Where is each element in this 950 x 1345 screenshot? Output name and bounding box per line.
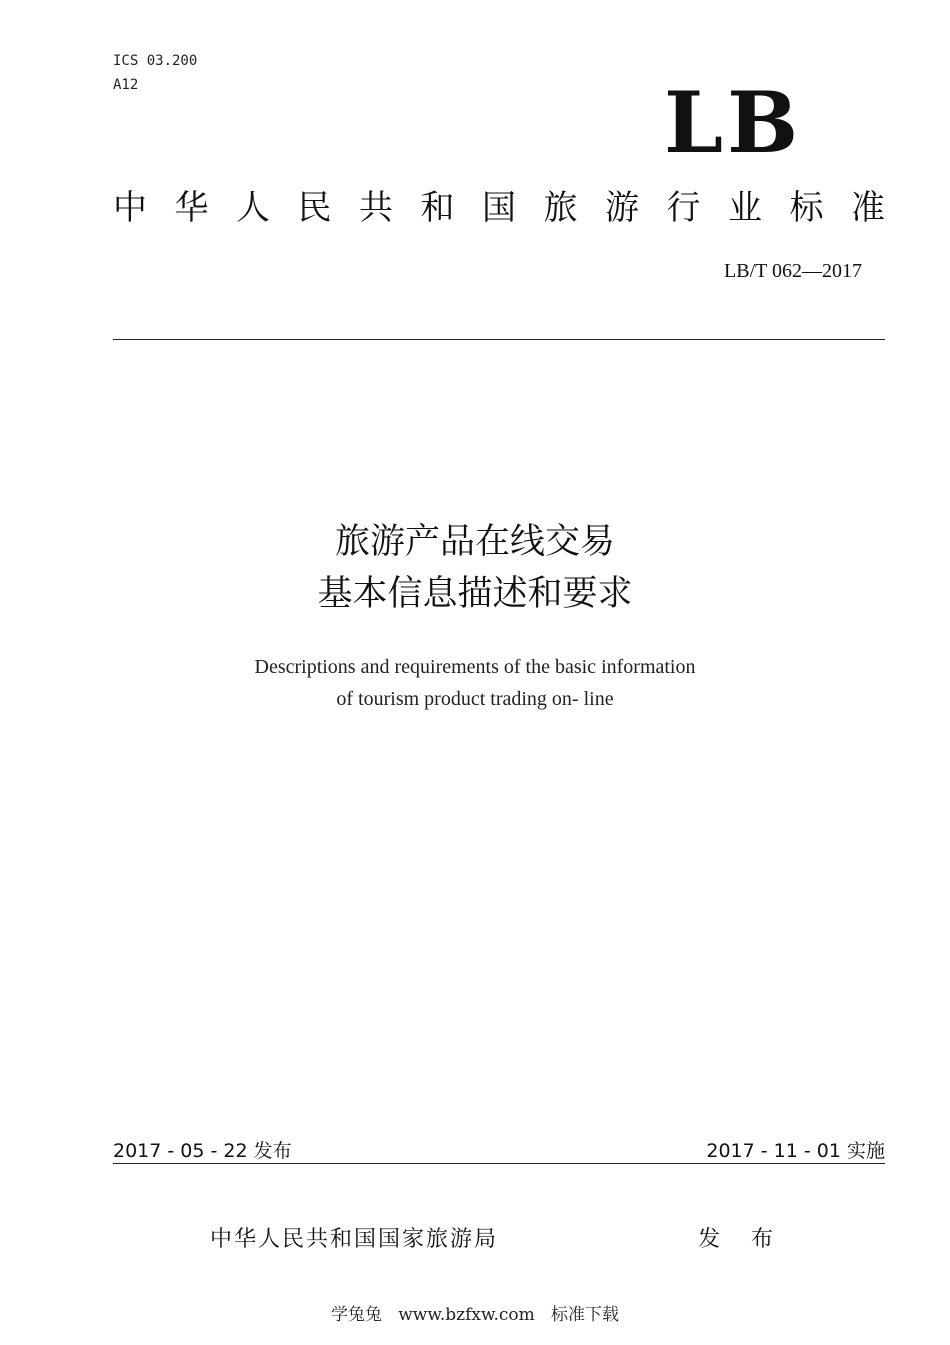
- publisher-name: 中华人民共和国国家旅游局: [210, 1227, 499, 1252]
- classification-code: A12: [113, 77, 139, 93]
- standard-name-char: 共: [359, 188, 393, 228]
- standard-name-char: 和: [420, 188, 455, 228]
- title-cn-line2: 基本信息描述和要求: [317, 574, 633, 614]
- publish-label: 发 布: [698, 1227, 785, 1252]
- watermark-footer: 学兔兔 www.bzfxw.com 标准下载: [331, 1305, 619, 1325]
- standard-name-char: 标: [789, 188, 824, 228]
- standard-name-char: 行: [666, 188, 701, 228]
- standard-name-char: 中: [113, 188, 147, 228]
- implementation-date: 2017 - 11 - 01 实施: [706, 1140, 885, 1162]
- title-en-line1: Descriptions and requirements of the basic information: [254, 656, 696, 678]
- issue-date: 2017 - 05 - 22 发布: [113, 1140, 292, 1162]
- standard-name-char: 人: [236, 188, 270, 228]
- standard-name-char: 游: [605, 188, 639, 228]
- standard-name-char: 业: [728, 188, 762, 228]
- lb-logo: LB: [664, 73, 803, 172]
- standard-name-char: 国: [482, 188, 516, 228]
- title-cn-line1: 旅游产品在线交易: [334, 522, 615, 562]
- standard-name-char: 准: [851, 188, 885, 228]
- title-en-line2: of tourism product trading on- line: [336, 688, 614, 710]
- standard-name-char: 旅: [543, 188, 578, 228]
- header-divider: [113, 339, 885, 340]
- standard-code: LB/T 062—2017: [724, 260, 862, 282]
- standard-name-char: 民: [297, 188, 332, 228]
- standard-name-char: 华: [174, 188, 209, 228]
- footer-divider: [113, 1163, 885, 1164]
- standard-category-title: [113, 184, 885, 232]
- ics-block: [113, 49, 197, 97]
- ics-code: ICS 03.200: [113, 53, 198, 69]
